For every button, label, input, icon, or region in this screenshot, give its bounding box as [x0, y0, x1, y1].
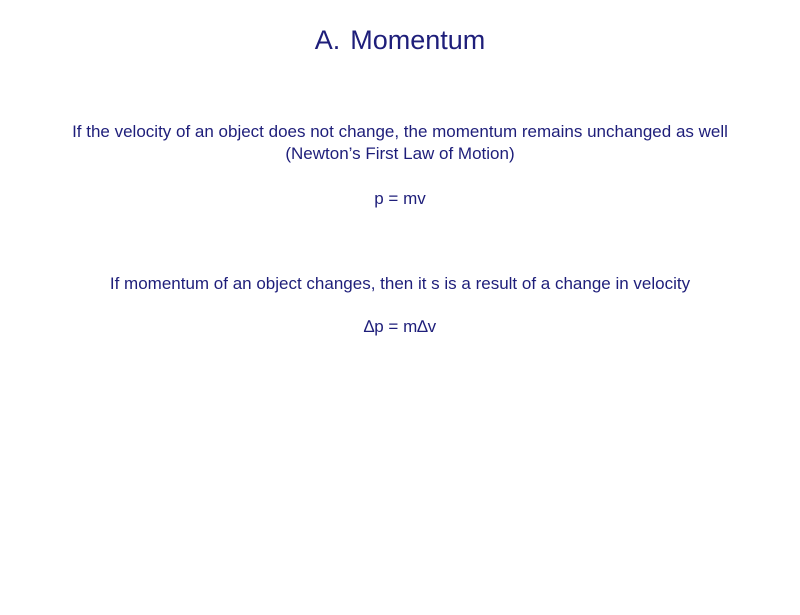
title-number: A. [314, 25, 341, 55]
title-text: Momentum [350, 25, 486, 55]
momentum-equation: p = mv [374, 189, 426, 208]
slide-title [0, 22, 800, 58]
first-law-paragraph: If the velocity of an object does not change, the momentum remains unchanged as well (Newton’s First Law of Motion) [72, 122, 728, 163]
change-in-momentum-paragraph: If momentum of an object changes, then it s is a result of a change in velocity [109, 274, 691, 293]
delta-momentum-equation: ∆p = m∆v [363, 317, 437, 336]
